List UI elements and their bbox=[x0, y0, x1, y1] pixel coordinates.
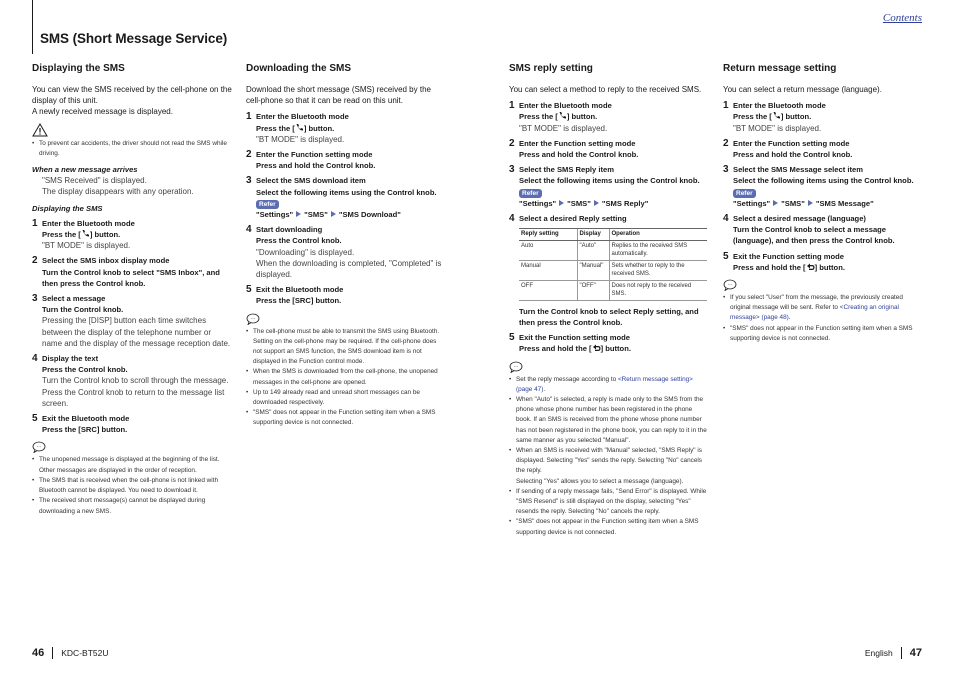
refer-badge: Refer bbox=[519, 189, 542, 198]
step-instruction: Press the [ bbox=[519, 112, 558, 122]
note-text: Selecting "Yes" allows you to select a message (language). bbox=[516, 477, 684, 485]
step-3 bbox=[723, 164, 923, 209]
note-item: • The cell-phone must be able to transmit the SMS using Bluetooth. Setting on the cell-phone may be required. If the cell-phone does not support an SMS function, the SMS download item is not displayed in the Function control mode. bbox=[246, 327, 446, 368]
notes-list bbox=[246, 327, 446, 429]
step-number: 2 bbox=[723, 137, 729, 149]
notes-list bbox=[32, 455, 232, 516]
step-5 bbox=[246, 284, 446, 306]
step-title: Select a desired Reply setting bbox=[519, 214, 627, 224]
menu-path-item: "SMS Message" bbox=[815, 198, 874, 208]
page-number: 46 bbox=[32, 647, 45, 659]
step-number: 3 bbox=[723, 164, 729, 176]
step-result: Turn the Control knob to scroll through the message. bbox=[42, 376, 229, 386]
step-number: 2 bbox=[246, 149, 252, 161]
step-title: Exit the Function setting mode bbox=[733, 251, 844, 261]
column-header: Display bbox=[577, 229, 609, 241]
note-text: . bbox=[788, 314, 791, 322]
step-5 bbox=[509, 332, 709, 354]
step-instruction: Turn the Control knob to select Reply setting, and then press the Control knob. bbox=[519, 306, 699, 327]
step-number: 5 bbox=[509, 332, 515, 344]
footer-right bbox=[865, 647, 922, 659]
step-instruction: ] button. bbox=[814, 262, 845, 272]
note-item: • If sending of a reply message fails, "Send Error" is displayed. While "SMS Resend" is still displayed on the display, selecting "Yes" resends the reply. Selecting "No" cancels the reply. bbox=[509, 487, 709, 518]
phone-icon bbox=[81, 229, 90, 238]
arrow-right-icon bbox=[296, 211, 301, 217]
step-instruction: Press the [SRC] button. bbox=[256, 296, 342, 306]
note-text: When an SMS is received with "Manual" selected, "SMS Reply" is displayed. Selecting "Yes" sends the reply. Selecting "No" cancels the reply. bbox=[516, 446, 702, 475]
section-heading: Downloading the SMS bbox=[246, 63, 351, 74]
note-item bbox=[509, 375, 709, 395]
step-result: Pressing the [DISP] button each time switches between the display of the telephone number or name and the display of the message reception date. bbox=[42, 316, 231, 348]
notes-list bbox=[509, 375, 709, 538]
contents-link[interactable]: Contents bbox=[882, 12, 922, 24]
arrow-right-icon bbox=[594, 200, 599, 206]
note-item bbox=[723, 293, 923, 324]
note-item: • The SMS that is received when the cell-phone is not linked with Bluetooth cannot be displayed. You need to download it. bbox=[32, 476, 232, 496]
step-title: Select the SMS inbox display mode bbox=[42, 256, 170, 266]
step-number: 2 bbox=[32, 255, 38, 267]
intro-text: You can select a return message (language). bbox=[723, 85, 882, 94]
note-text: If you select "User" from the message, the previously created original message will be sent. Refer to bbox=[730, 294, 903, 312]
svg-text:⋯: ⋯ bbox=[727, 283, 733, 289]
step-instruction: Press the Control knob. bbox=[42, 365, 128, 375]
step-instruction: Turn the Control knob. bbox=[42, 305, 124, 315]
step-title: Enter the Bluetooth mode bbox=[519, 101, 612, 111]
section-heading: SMS reply setting bbox=[509, 63, 593, 74]
step-instruction: Press the [SRC] button. bbox=[42, 425, 128, 435]
step-title: Enter the Bluetooth mode bbox=[256, 112, 349, 122]
section-sms-reply-setting bbox=[509, 63, 709, 538]
note-item: • Up to 149 already read and unread short messages can be downloaded respectively. bbox=[246, 388, 446, 408]
intro-text: You can select a method to reply to the received SMS. bbox=[509, 85, 702, 94]
menu-path-item: "SMS Download" bbox=[338, 210, 401, 220]
svg-text:⋯: ⋯ bbox=[36, 445, 42, 451]
step-instruction: ] button. bbox=[303, 123, 335, 133]
note-item: • When "Auto" is selected, a reply is made only to the SMS from the phone whose phone number has been registered in the phone book. If an SMS is received from the phone whose phone number has not been registered in the phone book, you can reply to it in the same manner as you selected "Manual". bbox=[509, 395, 709, 446]
table-cell: "OFF" bbox=[577, 280, 609, 300]
warning-notes bbox=[32, 139, 232, 159]
step-title: Exit the Function setting mode bbox=[519, 333, 630, 343]
step-number: 4 bbox=[246, 224, 252, 236]
arrow-right-icon bbox=[331, 211, 336, 217]
step-title: Select the SMS download item bbox=[256, 176, 366, 186]
arrive-title: When a new message arrives bbox=[32, 165, 138, 175]
menu-path-item: "SMS" bbox=[781, 198, 805, 208]
section-displaying-sms bbox=[32, 63, 232, 517]
section-return-message-setting bbox=[723, 63, 923, 344]
step-title: Select the SMS Reply item bbox=[519, 165, 614, 175]
menu-path-item: "Settings" bbox=[733, 198, 771, 208]
step-1 bbox=[509, 100, 709, 134]
step-number: 4 bbox=[509, 213, 515, 225]
step-result: "BT MODE" is displayed. bbox=[42, 241, 131, 251]
step-result: Press the Control knob to return to the message list screen. bbox=[42, 387, 225, 408]
table-cell: Does not reply to the received SMS. bbox=[609, 280, 707, 300]
intro-text: Download the short message (SMS) received by the cell-phone so that it can be read on this unit. bbox=[246, 85, 431, 106]
step-1 bbox=[723, 100, 923, 134]
menu-path-item: "Settings" bbox=[519, 198, 557, 208]
sub-title: Displaying the SMS bbox=[32, 203, 103, 213]
step-title: Exit the Bluetooth mode bbox=[256, 285, 344, 295]
step-number: 2 bbox=[509, 137, 515, 149]
step-2 bbox=[509, 138, 709, 160]
step-5 bbox=[723, 251, 923, 273]
step-number: 4 bbox=[32, 353, 38, 365]
step-result: "BT MODE" is displayed. bbox=[256, 134, 345, 144]
step-instruction: Press the [ bbox=[42, 230, 81, 240]
step-result: "BT MODE" is displayed. bbox=[519, 123, 608, 133]
step-instruction: Press the Control knob. bbox=[256, 236, 342, 246]
return-icon bbox=[592, 343, 601, 352]
step-2 bbox=[246, 149, 446, 171]
phone-icon bbox=[295, 123, 304, 132]
table-cell: Manual bbox=[519, 260, 577, 280]
step-instruction: ] button. bbox=[600, 344, 631, 354]
table-cell: Sets whether to reply to the received SMS. bbox=[609, 260, 707, 280]
svg-text:⋯: ⋯ bbox=[513, 364, 519, 370]
step-number: 5 bbox=[723, 250, 729, 262]
language-label: English bbox=[864, 648, 893, 658]
column-header: Operation bbox=[609, 229, 707, 241]
step-number: 1 bbox=[32, 217, 38, 229]
note-icon bbox=[723, 279, 737, 291]
step-instruction: Select the following items using the Control knob. bbox=[519, 176, 700, 186]
step-3 bbox=[32, 293, 232, 349]
step-title: Enter the Bluetooth mode bbox=[733, 101, 826, 111]
table-cell: Auto bbox=[519, 240, 577, 260]
header-divider bbox=[32, 0, 33, 54]
return-icon bbox=[806, 262, 815, 271]
note-icon bbox=[509, 361, 523, 373]
phone-icon bbox=[558, 111, 567, 120]
step-title: Enter the Function setting mode bbox=[256, 150, 373, 160]
model-name: KDC-BT52U bbox=[61, 648, 109, 658]
step-instruction: ] button. bbox=[780, 112, 812, 122]
note-item bbox=[509, 446, 709, 487]
reply-setting-table bbox=[519, 228, 707, 301]
step-instruction: Press the [ bbox=[733, 112, 772, 122]
step-title: Select a message bbox=[42, 294, 106, 304]
step-number: 1 bbox=[246, 111, 252, 123]
table-cell: Replies to the received SMS automatically. bbox=[609, 240, 707, 260]
table-row bbox=[519, 260, 707, 280]
step-title: Exit the Bluetooth mode bbox=[42, 414, 130, 424]
arrow-right-icon bbox=[559, 200, 564, 206]
step-instruction: ] button. bbox=[89, 230, 121, 240]
step-number: 1 bbox=[723, 100, 729, 112]
step-number: 4 bbox=[723, 213, 729, 225]
step-title: Enter the Function setting mode bbox=[519, 138, 636, 148]
step-5 bbox=[32, 413, 232, 435]
step-instruction: Press and hold the Control knob. bbox=[733, 150, 853, 160]
page-number: 47 bbox=[909, 647, 922, 659]
arrive-line: The display disappears with any operation. bbox=[42, 187, 194, 197]
step-1 bbox=[246, 111, 446, 145]
table-row bbox=[519, 280, 707, 300]
step-4 bbox=[246, 224, 446, 280]
note-item: • "SMS" does not appear in the Function setting item when a SMS supporting device is not connected. bbox=[723, 324, 923, 344]
note-icon bbox=[32, 441, 46, 453]
note-item: • "SMS" does not appear in the Function setting item when a SMS supporting device is not connected. bbox=[509, 517, 709, 537]
step-title: Select a desired message (language) bbox=[733, 214, 866, 224]
footer-left bbox=[32, 647, 108, 659]
footer-divider bbox=[52, 647, 53, 659]
page-link[interactable]: <Return message setting> (page 47) bbox=[516, 375, 693, 393]
note-item: • To prevent car accidents, the driver should not read the SMS while driving. bbox=[32, 139, 232, 159]
step-title: Select the SMS Message select item bbox=[733, 165, 863, 175]
step-1 bbox=[32, 218, 232, 252]
step-instruction: Turn the Control knob to select a message (language), and then press the Control knob. bbox=[733, 225, 895, 246]
note-item: • The unopened message is displayed at the beginning of the list. Other messages are displayed in the order of reception. bbox=[32, 455, 232, 475]
table-row bbox=[519, 240, 707, 260]
step-number: 5 bbox=[246, 284, 252, 296]
section-downloading-sms bbox=[246, 63, 446, 429]
intro-text: A newly received message is displayed. bbox=[32, 107, 173, 117]
step-4 bbox=[32, 353, 232, 409]
step-result: "Downloading" is displayed. bbox=[256, 247, 355, 257]
step-number: 3 bbox=[246, 175, 252, 187]
column-header: Reply setting bbox=[519, 229, 577, 241]
step-4 bbox=[723, 213, 923, 247]
step-instruction: Select the following items using the Control knob. bbox=[733, 176, 914, 186]
warning-icon bbox=[32, 123, 48, 137]
note-text: . bbox=[543, 385, 546, 393]
step-instruction: Press and hold the Control knob. bbox=[256, 161, 376, 171]
page-title: SMS (Short Message Service) bbox=[40, 31, 228, 46]
step-instruction: Press the [ bbox=[256, 123, 295, 133]
step-instruction: Press and hold the [ bbox=[733, 262, 806, 272]
step-2 bbox=[32, 255, 232, 289]
refer-badge: Refer bbox=[256, 200, 279, 209]
menu-path-item: "SMS" bbox=[304, 210, 328, 220]
step-3 bbox=[509, 164, 709, 209]
refer-badge: Refer bbox=[733, 189, 756, 198]
step-title: Start downloading bbox=[256, 225, 323, 235]
step-instruction: ] button. bbox=[566, 112, 598, 122]
step-instruction: Press and hold the Control knob. bbox=[519, 150, 639, 160]
step-3 bbox=[246, 175, 446, 220]
note-item: • "SMS" does not appear in the Function setting item when a SMS supporting device is not connected. bbox=[246, 408, 446, 428]
note-text: Set the reply message according to bbox=[516, 375, 618, 383]
step-number: 5 bbox=[32, 413, 38, 425]
table-cell: "Auto" bbox=[577, 240, 609, 260]
table-cell: "Manual" bbox=[577, 260, 609, 280]
step-result: When the downloading is completed, "Completed" is displayed. bbox=[256, 258, 442, 280]
step-title: Enter the Bluetooth mode bbox=[42, 218, 135, 228]
step-instruction: Select the following items using the Control knob. bbox=[256, 187, 437, 197]
footer-divider bbox=[901, 647, 902, 659]
step-4 bbox=[509, 213, 709, 224]
note-item: • When the SMS is downloaded from the cell-phone, the unopened messages in the cell-phone are opened. bbox=[246, 367, 446, 387]
menu-path-item: "Settings" bbox=[256, 210, 294, 220]
arrow-right-icon bbox=[808, 200, 813, 206]
page-link[interactable]: <Creating an original message> (page 48) bbox=[730, 304, 899, 322]
svg-text:⋯: ⋯ bbox=[250, 316, 256, 322]
step-title: Enter the Function setting mode bbox=[733, 138, 850, 148]
step-instruction: Press and hold the [ bbox=[519, 344, 592, 354]
note-icon bbox=[246, 313, 260, 325]
step-title: Display the text bbox=[42, 354, 99, 364]
step-number: 1 bbox=[509, 100, 515, 112]
menu-path-item: "SMS Reply" bbox=[601, 198, 649, 208]
phone-icon bbox=[772, 111, 781, 120]
note-item: • The received short message(s) cannot be displayed during downloading a new SMS. bbox=[32, 496, 232, 516]
arrow-right-icon bbox=[773, 200, 778, 206]
step-result: "BT MODE" is displayed. bbox=[733, 123, 822, 133]
section-heading: Return message setting bbox=[723, 63, 837, 74]
table-cell: OFF bbox=[519, 280, 577, 300]
step-2 bbox=[723, 138, 923, 160]
step-instruction: Turn the Control knob to select "SMS Inbox", and then press the Control knob. bbox=[42, 267, 220, 288]
notes-list bbox=[723, 293, 923, 344]
step-number: 3 bbox=[32, 293, 38, 305]
menu-path-item: "SMS" bbox=[567, 198, 591, 208]
arrive-line: "SMS Received" is displayed. bbox=[42, 176, 147, 186]
intro-text: You can view the SMS received by the cell-phone on the display of this unit. bbox=[32, 85, 232, 106]
section-heading: Displaying the SMS bbox=[32, 63, 125, 74]
step-number: 3 bbox=[509, 164, 515, 176]
table-header-row bbox=[519, 229, 707, 241]
